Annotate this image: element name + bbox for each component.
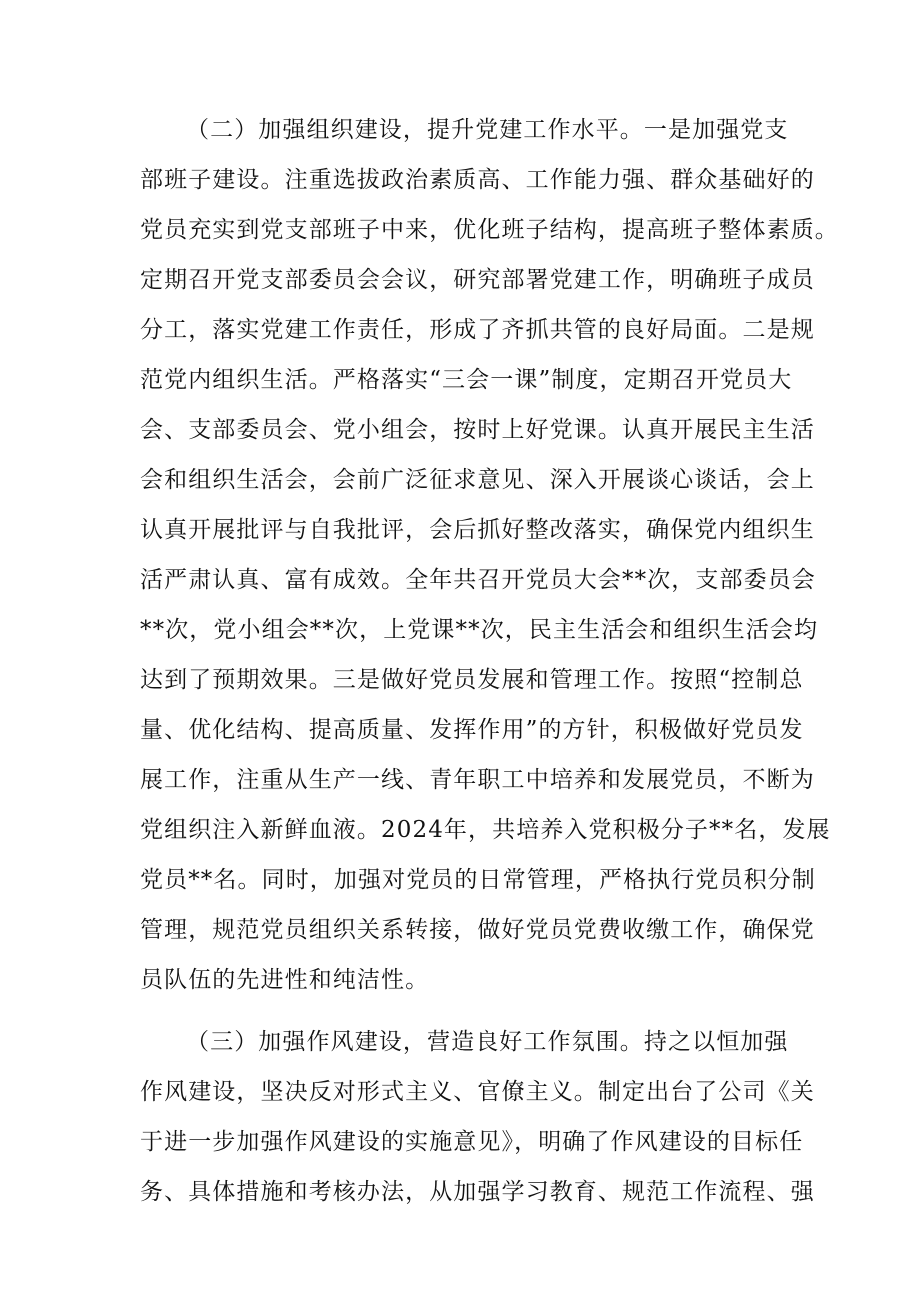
- paragraph-line: 定期召开党支部委员会会议，研究部署党建工作，明确班子成员: [140, 267, 815, 293]
- paragraph-line: （三）加强作风建设，营造良好工作氛围。持之以恒加强: [186, 1029, 789, 1055]
- paragraph-line: 部班子建设。注重选拔政治素质高、工作能力强、群众基础好的: [140, 167, 815, 193]
- paragraph-line: 会、支部委员会、党小组会，按时上好党课。认真开展民主生活: [140, 417, 815, 443]
- paragraph-line: 党员充实到党支部班子中来，优化班子结构，提高班子整体素质。: [140, 217, 839, 243]
- paragraph-line: 活严肃认真、富有成效。全年共召开党员大会**次，支部委员会: [140, 567, 816, 593]
- paragraph-line: 范党内组织生活。严格落实“三会一课”制度，定期召开党员大: [140, 367, 793, 393]
- paragraph-line: 展工作，注重从生产一线、青年职工中培养和发展党员，不断为: [140, 767, 815, 793]
- paragraph-line: 管理，规范党员组织关系转接，做好党员党费收缴工作，确保党: [140, 917, 815, 943]
- paragraph-line: 员队伍的先进性和纯洁性。: [140, 967, 430, 993]
- paragraph-line: 作风建设，坚决反对形式主义、官僚主义。制定出台了公司《关: [140, 1079, 815, 1105]
- paragraph-line: （二）加强组织建设，提升党建工作水平。一是加强党支: [186, 117, 789, 143]
- paragraph-line: 达到了预期效果。三是做好党员发展和管理工作。按照“控制总: [140, 667, 804, 693]
- paragraph-line: 认真开展批评与自我批评，会后抓好整改落实，确保党内组织生: [140, 517, 815, 543]
- paragraph-line: 量、优化结构、提高质量、发挥作用”的方针，积极做好党员发: [140, 717, 804, 743]
- paragraph-line: 务、具体措施和考核办法，从加强学习教育、规范工作流程、强: [140, 1179, 815, 1205]
- paragraph-line: 于进一步加强作风建设的实施意见》，明确了作风建设的目标任: [140, 1129, 804, 1155]
- paragraph-line: **次，党小组会**次，上党课**次，民主生活会和组织生活会均: [140, 617, 819, 643]
- paragraph-line: 分工，落实党建工作责任，形成了齐抓共管的良好局面。二是规: [140, 317, 815, 343]
- paragraph-line: 会和组织生活会，会前广泛征求意见、深入开展谈心谈话，会上: [140, 467, 815, 493]
- paragraph-line: 党员**名。同时，加强对党员的日常管理，严格执行党员积分制: [140, 867, 816, 893]
- paragraph-line: 党组织注入新鲜血液。2024年，共培养入党积极分子**名，发展: [140, 817, 831, 843]
